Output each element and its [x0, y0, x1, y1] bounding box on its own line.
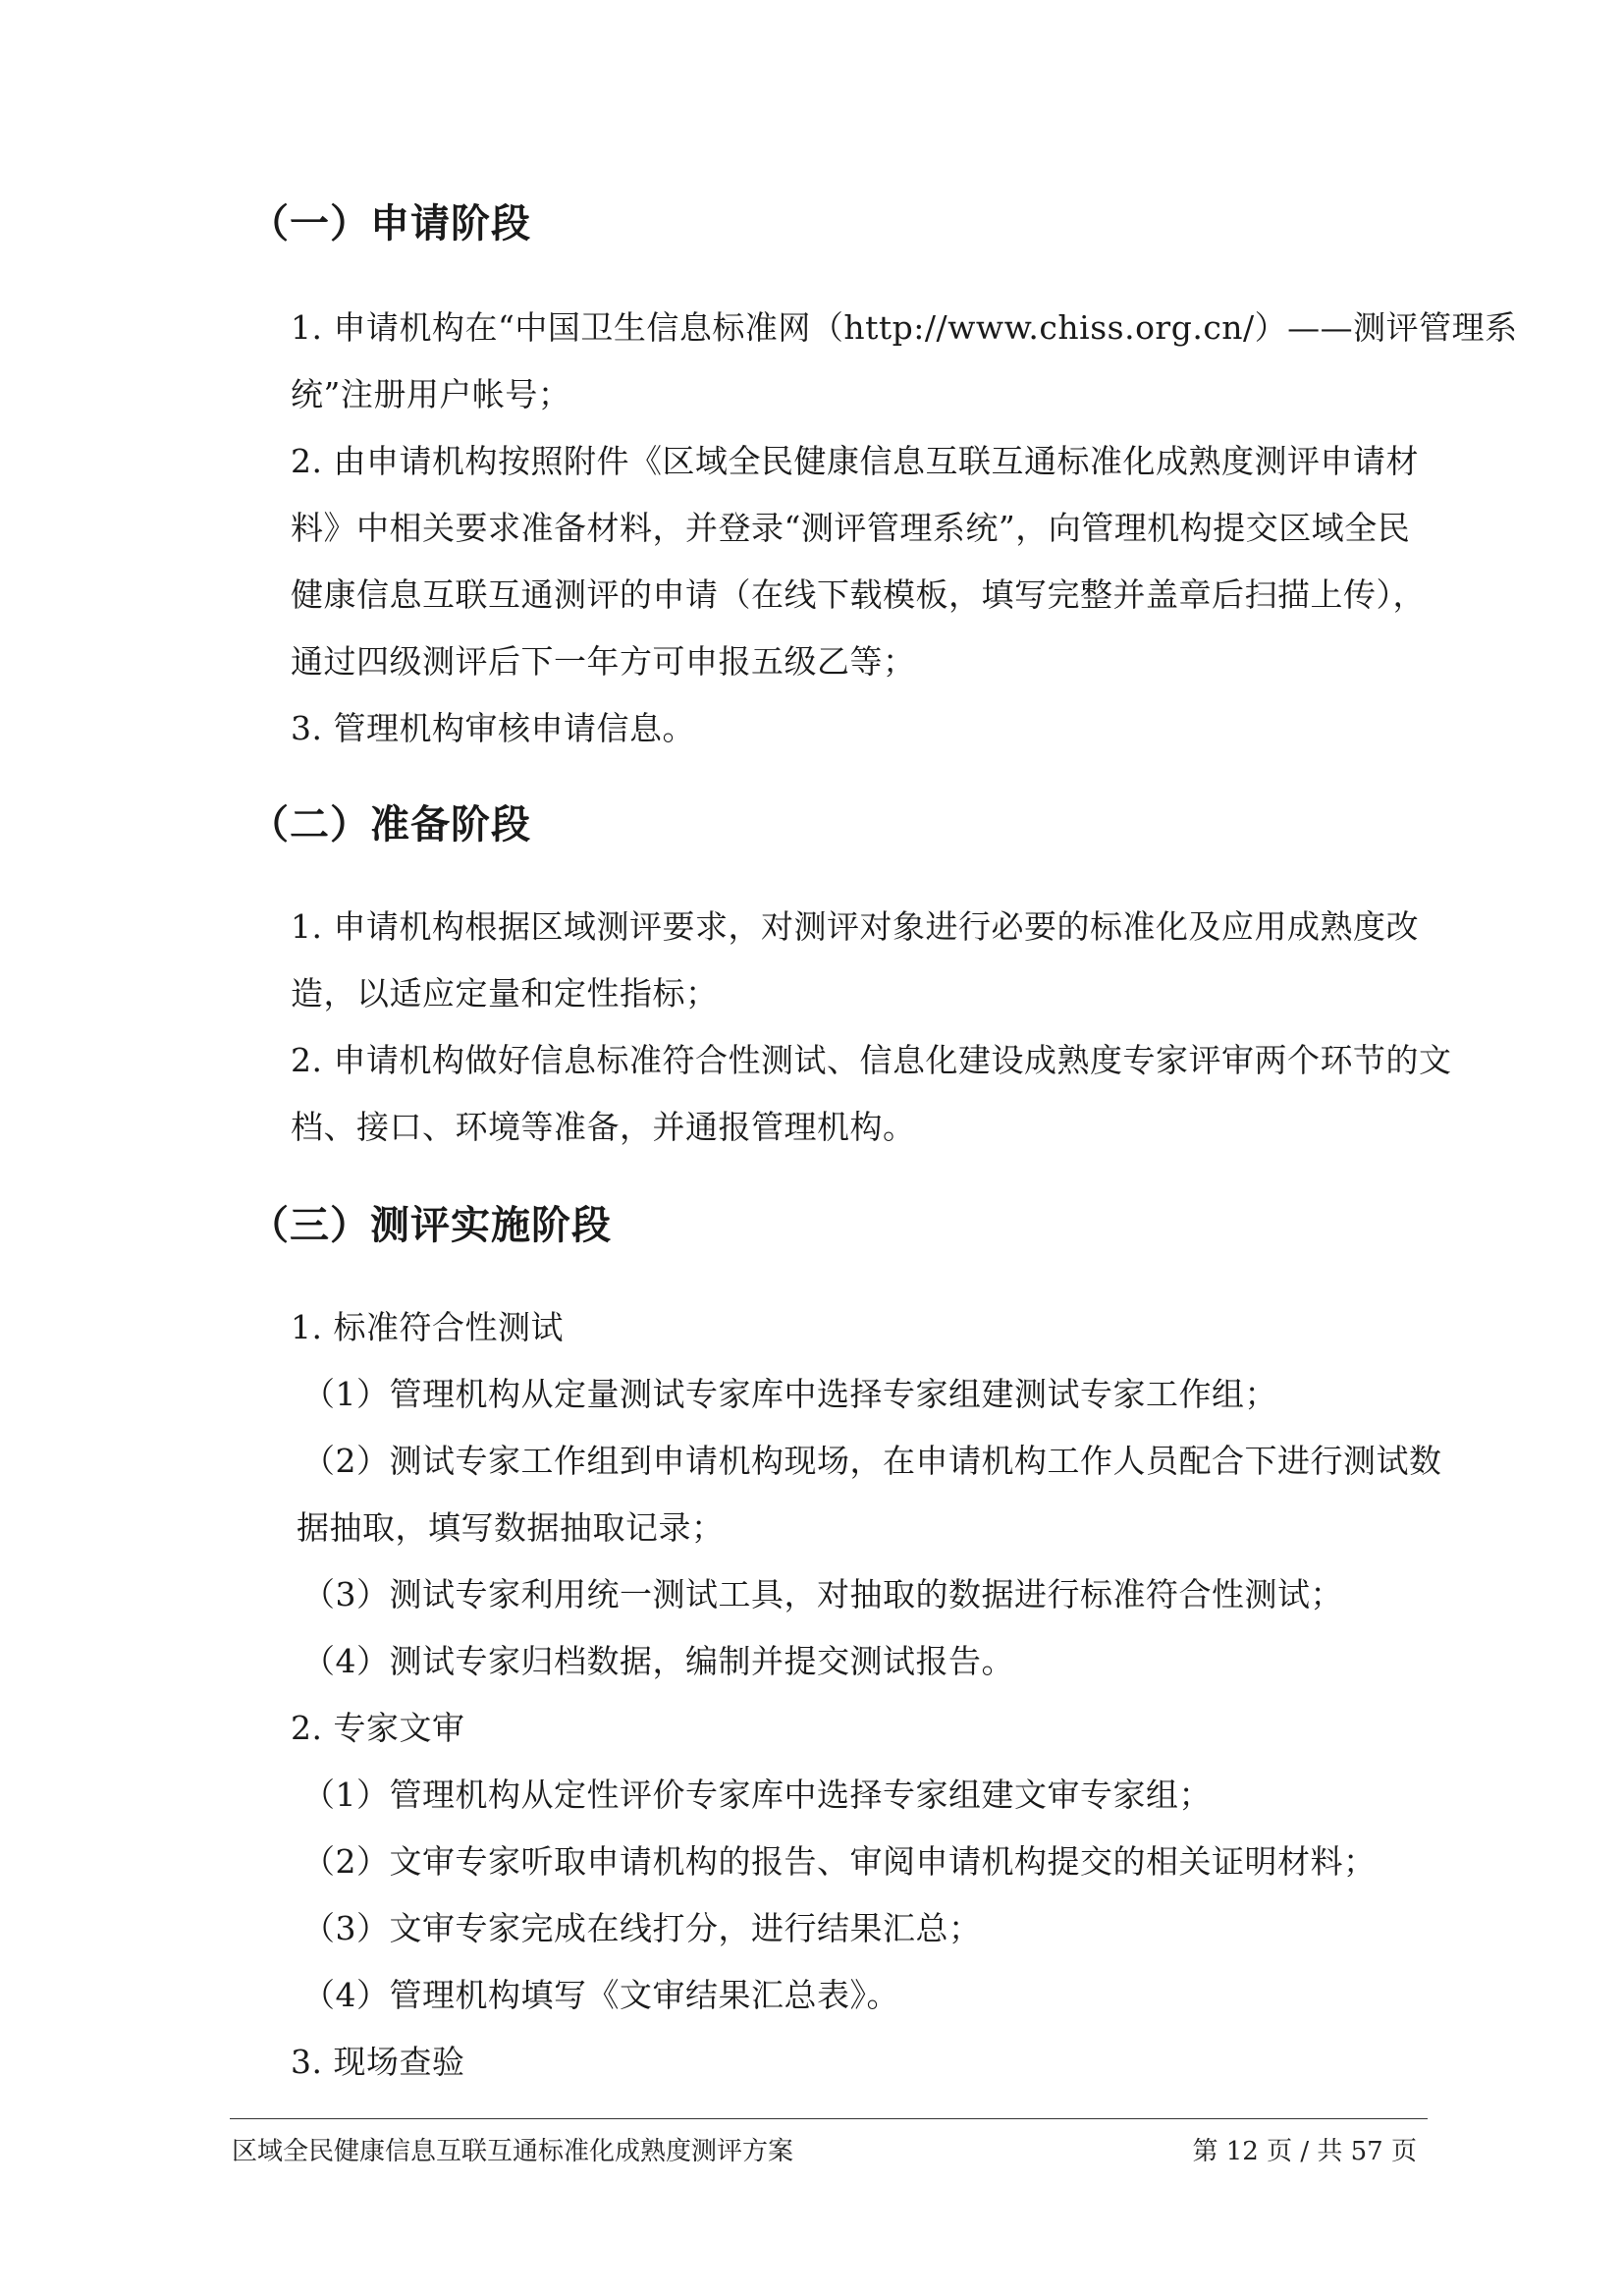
paragraph-line: 3. 管理机构审核申请信息。	[291, 709, 695, 747]
paragraph-line: （1）管理机构从定性评价专家库中选择专家组建文审专家组；	[302, 1776, 1212, 1814]
paragraph-line: 2. 由申请机构按照附件《区域全民健康信息互联互通标准化成熟度测评申请材	[291, 442, 1419, 480]
paragraph-line: 2. 专家文审	[291, 1709, 465, 1747]
paragraph-line: （4）管理机构填写《文审结果汇总表》。	[302, 1976, 899, 2014]
paragraph-line: （3）测试专家利用统一测试工具，对抽取的数据进行标准符合性测试；	[302, 1575, 1343, 1613]
paragraph-line: （3）文审专家完成在线打分，进行结果汇总；	[302, 1909, 982, 1947]
paragraph-line: （4）测试专家归档数据，编制并提交测试报告。	[302, 1642, 1014, 1680]
paragraph-line: 1. 申请机构在“中国卫生信息标准网（http://www.chiss.org.cn/）——测评管理系	[291, 308, 1518, 347]
paragraph-line: 料》中相关要求准备材料，并登录“测评管理系统”，向管理机构提交区域全民	[291, 509, 1411, 547]
paragraph-line: （2）文审专家听取申请机构的报告、审阅申请机构提交的相关证明材料；	[302, 1842, 1377, 1881]
section-heading: （一）申请阶段	[249, 201, 531, 246]
paragraph-line: 1. 标准符合性测试	[291, 1308, 564, 1346]
paragraph-line: （1）管理机构从定量测试专家库中选择专家组建测试专家工作组；	[302, 1375, 1277, 1413]
footer-page-number: 第 12 页 / 共 57 页	[1192, 2137, 1417, 2166]
section-heading: （二）准备阶段	[249, 802, 531, 847]
paragraph-line: 3. 现场查验	[291, 2043, 465, 2081]
footer-divider	[230, 2118, 1428, 2119]
paragraph-line: （2）测试专家工作组到申请机构现场，在申请机构工作人员配合下进行测试数	[302, 1442, 1442, 1480]
paragraph-line: 2. 申请机构做好信息标准符合性测试、信息化建设成熟度专家评审两个环节的文	[291, 1041, 1452, 1079]
paragraph-line: 1. 申请机构根据区域测评要求，对测评对象进行必要的标准化及应用成熟度改	[291, 907, 1419, 946]
paragraph-line: 据抽取，填写数据抽取记录；	[297, 1508, 725, 1547]
paragraph-line: 通过四级测评后下一年方可申报五级乙等；	[291, 642, 916, 681]
section-heading: （三）测评实施阶段	[249, 1203, 612, 1248]
paragraph-line: 造，以适应定量和定性指标；	[291, 974, 719, 1012]
paragraph-line: 健康信息互联互通测评的申请（在线下载模板，填写完整并盖章后扫描上传），	[291, 575, 1426, 614]
paragraph-line: 统”注册用户帐号；	[291, 375, 571, 413]
paragraph-line: 档、接口、环境等准备，并通报管理机构。	[291, 1108, 916, 1146]
footer-doc-title: 区域全民健康信息互联互通标准化成熟度测评方案	[232, 2137, 794, 2166]
